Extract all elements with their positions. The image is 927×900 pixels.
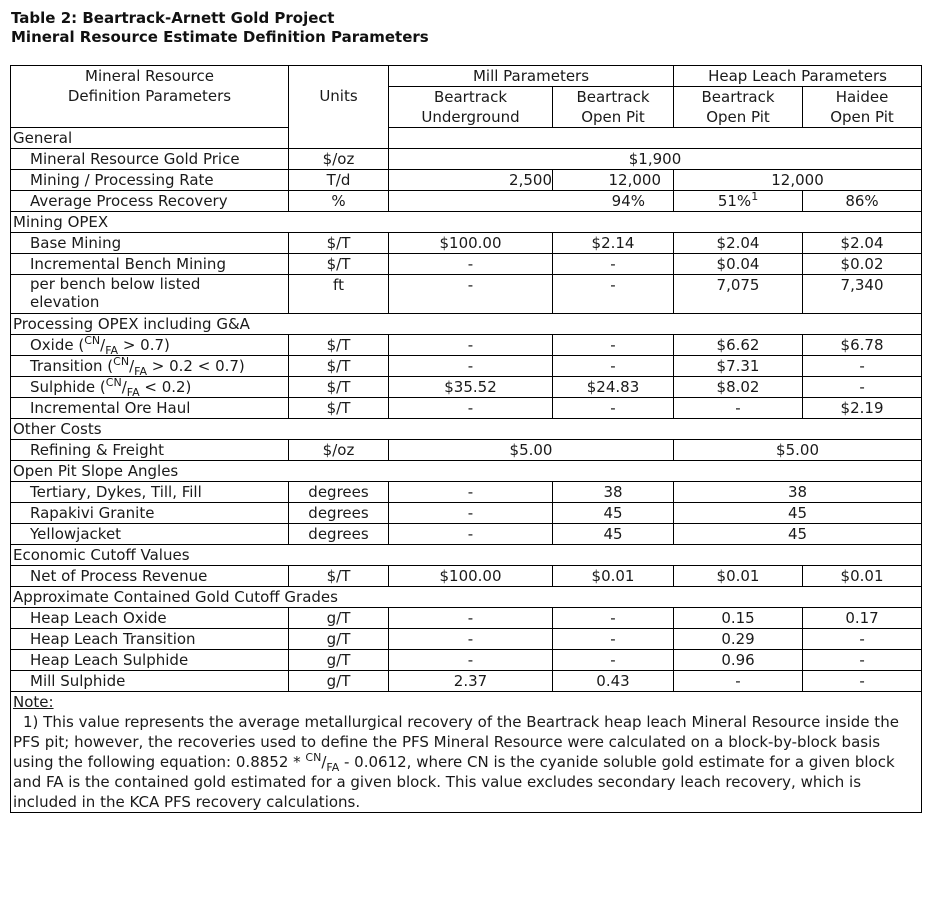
row-units: g/T xyxy=(289,608,389,629)
cell-value: - xyxy=(389,650,553,671)
col-header-beartrack-open-pit-heap: Beartrack Open Pit xyxy=(674,87,803,128)
section-row-economic-cutoff xyxy=(11,545,922,566)
row-units: % xyxy=(289,191,389,212)
cell-value: - xyxy=(803,377,922,398)
cell-value: $0.01 xyxy=(553,566,674,587)
cell-value: - xyxy=(553,335,674,356)
cell-value: $1,900 xyxy=(389,149,922,170)
cell-value: $8.02 xyxy=(674,377,803,398)
table-row xyxy=(11,503,922,524)
cell-value: $0.01 xyxy=(803,566,922,587)
row-label: Yellowjacket xyxy=(11,524,289,545)
cell-value: - xyxy=(389,356,553,377)
row-units: g/T xyxy=(289,671,389,692)
row-label: Sulphide $(^{CN}/_{FA} < 0.2)$ xyxy=(11,377,289,398)
row-units: degrees xyxy=(289,503,389,524)
cell-value: $5.00 xyxy=(674,440,922,461)
footnote-marker: 1 xyxy=(751,190,759,203)
cell-value: - xyxy=(389,335,553,356)
section-row-processing-opex xyxy=(11,314,922,335)
row-label: Incremental Bench Mining xyxy=(11,254,289,275)
cell-value: 45 xyxy=(674,503,922,524)
table-row xyxy=(11,629,922,650)
cell-value: 0.17 xyxy=(803,608,922,629)
param-column-header: Mineral Resource Definition Parameters xyxy=(11,66,289,128)
cell-value: $2.04 xyxy=(674,233,803,254)
table-title xyxy=(11,9,429,47)
cell-value: 12,000 xyxy=(553,170,674,191)
cell-value: - xyxy=(389,275,553,314)
header-row-1 xyxy=(11,66,922,87)
cell-value: - xyxy=(803,356,922,377)
cell-value: $35.52 xyxy=(389,377,553,398)
cell-value: - xyxy=(553,650,674,671)
cell-value: $24.83 xyxy=(553,377,674,398)
row-units: $/T xyxy=(289,398,389,419)
table-row xyxy=(11,398,922,419)
cell-value: - xyxy=(803,671,922,692)
cell-value: - xyxy=(803,629,922,650)
cell-value: 0.15 xyxy=(674,608,803,629)
row-label: Refining & Freight xyxy=(11,440,289,461)
cell-value: - xyxy=(389,608,553,629)
table-row xyxy=(11,482,922,503)
col-header-haidee-open-pit: Haidee Open Pit xyxy=(803,87,922,128)
cell-value: 51%$^1$ xyxy=(674,191,803,212)
table-row xyxy=(11,440,922,461)
table-row xyxy=(11,671,922,692)
table-row xyxy=(11,608,922,629)
cell-value: $2.14 xyxy=(553,233,674,254)
row-label: Incremental Ore Haul xyxy=(11,398,289,419)
row-units: $/T xyxy=(289,233,389,254)
cell-value: $2.04 xyxy=(803,233,922,254)
note-text: 1) This value represents the average metallurgical recovery of the Beartrack heap leach Mineral Resource inside the PFS pit; however, the recoveries used to define the PFS Mineral Resource were calculated on a block-by-block basis using the following equation: $0.8852 * ^{CN}/_{FA} - 0.0612$, where CN is the cyanide soluble gold estimate for a given block and FA is the contained gold estimated for a given block. This value excludes secondary leach recovery, which is included in the KCA PFS recovery calculations. xyxy=(13,713,899,811)
row-units: $/oz xyxy=(289,149,389,170)
cell-value: 12,000 xyxy=(674,170,922,191)
table-row xyxy=(11,335,922,356)
row-units: g/T xyxy=(289,650,389,671)
row-label: Heap Leach Sulphide xyxy=(11,650,289,671)
cell-value: 7,075 xyxy=(674,275,803,314)
table-row xyxy=(11,191,922,212)
row-units: degrees xyxy=(289,524,389,545)
section-row-other-costs xyxy=(11,419,922,440)
cell-value: $2.19 xyxy=(803,398,922,419)
row-label: Average Process Recovery xyxy=(11,191,289,212)
section-label: Approximate Contained Gold Cutoff Grades xyxy=(11,587,922,608)
table-row xyxy=(11,377,922,398)
title-line-2: Mineral Resource Estimate Definition Parameters xyxy=(11,28,429,46)
table-row xyxy=(11,170,922,191)
section-row-gold-cutoff xyxy=(11,587,922,608)
section-label: Processing OPEX including G&A xyxy=(11,314,922,335)
note-text-post: - 0.0612, where CN is the cyanide soluble gold estimate for a given block and FA is the contained gold estimated for a given block. This value excludes secondary leach recovery, which is included in the KCA PFS recovery calculations. xyxy=(13,753,895,811)
cell-value: 7,340 xyxy=(803,275,922,314)
cell-value: 45 xyxy=(553,503,674,524)
row-label: Mineral Resource Gold Price xyxy=(11,149,289,170)
row-label: Transition $(^{CN}/_{FA} > 0.2 < 0.7)$ xyxy=(11,356,289,377)
cell-value: - xyxy=(389,524,553,545)
table-row xyxy=(11,254,922,275)
cell-value: - xyxy=(553,254,674,275)
row-units: $/T xyxy=(289,356,389,377)
note-row xyxy=(11,692,922,813)
cell-value: 38 xyxy=(553,482,674,503)
row-label: Mining / Processing Rate xyxy=(11,170,289,191)
row-label: Tertiary, Dykes, Till, Fill xyxy=(11,482,289,503)
table-row xyxy=(11,650,922,671)
table-row xyxy=(11,566,922,587)
section-label: Mining OPEX xyxy=(11,212,922,233)
table-row xyxy=(11,356,922,377)
cell-value: 0.43 xyxy=(553,671,674,692)
row-units: $/T xyxy=(289,335,389,356)
note-cell xyxy=(11,692,922,813)
row-label: Net of Process Revenue xyxy=(11,566,289,587)
cell-value: $100.00 xyxy=(389,233,553,254)
cell-value: - xyxy=(389,503,553,524)
cell-value: 45 xyxy=(674,524,922,545)
cell-value: - xyxy=(674,398,803,419)
row-label: Oxide $(^{CN}/_{FA} > 0.7)$ xyxy=(11,335,289,356)
cell-value: - xyxy=(553,275,674,314)
table-row xyxy=(11,275,922,314)
row-label: Mill Sulphide xyxy=(11,671,289,692)
cell-value: 86% xyxy=(803,191,922,212)
row-units: $/T xyxy=(289,254,389,275)
row-units: $/oz xyxy=(289,440,389,461)
cell-value: - xyxy=(389,254,553,275)
cell-value: - xyxy=(553,398,674,419)
table-row xyxy=(11,524,922,545)
units-column-header: Units xyxy=(289,66,389,149)
cell-value: - xyxy=(389,629,553,650)
row-label: Heap Leach Transition xyxy=(11,629,289,650)
row-label: Heap Leach Oxide xyxy=(11,608,289,629)
title-line-1: Table 2: Beartrack-Arnett Gold Project xyxy=(11,9,335,27)
cell-value: $0.01 xyxy=(674,566,803,587)
section-label: General xyxy=(11,128,289,149)
cell-value: $6.78 xyxy=(803,335,922,356)
cell-value: - xyxy=(553,629,674,650)
row-label: per bench below listed elevation xyxy=(11,275,289,314)
cell-value: 45 xyxy=(553,524,674,545)
cell-value: - xyxy=(389,398,553,419)
row-units: ft xyxy=(289,275,389,314)
section-label: Open Pit Slope Angles xyxy=(11,461,922,482)
cell-value: - xyxy=(553,608,674,629)
heap-leach-parameters-header: Heap Leach Parameters xyxy=(674,66,922,87)
cell-value: 2.37 xyxy=(389,671,553,692)
cell-value: $5.00 xyxy=(389,440,674,461)
cell-value: 2,500 xyxy=(389,170,553,191)
note-title: Note: xyxy=(13,693,54,711)
table-row xyxy=(11,233,922,254)
section-label: Economic Cutoff Values xyxy=(11,545,922,566)
col-header-beartrack-open-pit-mill: Beartrack Open Pit xyxy=(553,87,674,128)
row-label: Rapakivi Granite xyxy=(11,503,289,524)
row-units: g/T xyxy=(289,629,389,650)
row-units: degrees xyxy=(289,482,389,503)
section-row-general xyxy=(11,128,922,149)
cell-value: $6.62 xyxy=(674,335,803,356)
cell-value: 0.29 xyxy=(674,629,803,650)
cell-value: - xyxy=(389,482,553,503)
cell-value: 38 xyxy=(674,482,922,503)
section-row-mining-opex xyxy=(11,212,922,233)
parameters-table xyxy=(10,65,922,813)
row-units: $/T xyxy=(289,377,389,398)
cell-value: - xyxy=(553,356,674,377)
mill-parameters-header: Mill Parameters xyxy=(389,66,674,87)
section-label: Other Costs xyxy=(11,419,922,440)
cell-value: - xyxy=(803,650,922,671)
cell-value: $100.00 xyxy=(389,566,553,587)
cell-value: $0.02 xyxy=(803,254,922,275)
row-units: $/T xyxy=(289,566,389,587)
section-row-slope-angles xyxy=(11,461,922,482)
cell-value: 94% xyxy=(389,191,674,212)
row-units: T/d xyxy=(289,170,389,191)
cell-value: - xyxy=(674,671,803,692)
note-text-pre: 1) This value represents the average metallurgical recovery of the Beartrack heap leach Mineral Resource inside the PFS pit; however, the recoveries used to define the PFS Mineral Resource were calculated on a block-by-block basis using the following equation: 0.8852 * xyxy=(13,713,899,771)
table-row xyxy=(11,149,922,170)
cell-value: $0.04 xyxy=(674,254,803,275)
cell-value: $7.31 xyxy=(674,356,803,377)
row-label: Base Mining xyxy=(11,233,289,254)
col-header-beartrack-underground: Beartrack Underground xyxy=(389,87,553,128)
cell-value: 0.96 xyxy=(674,650,803,671)
